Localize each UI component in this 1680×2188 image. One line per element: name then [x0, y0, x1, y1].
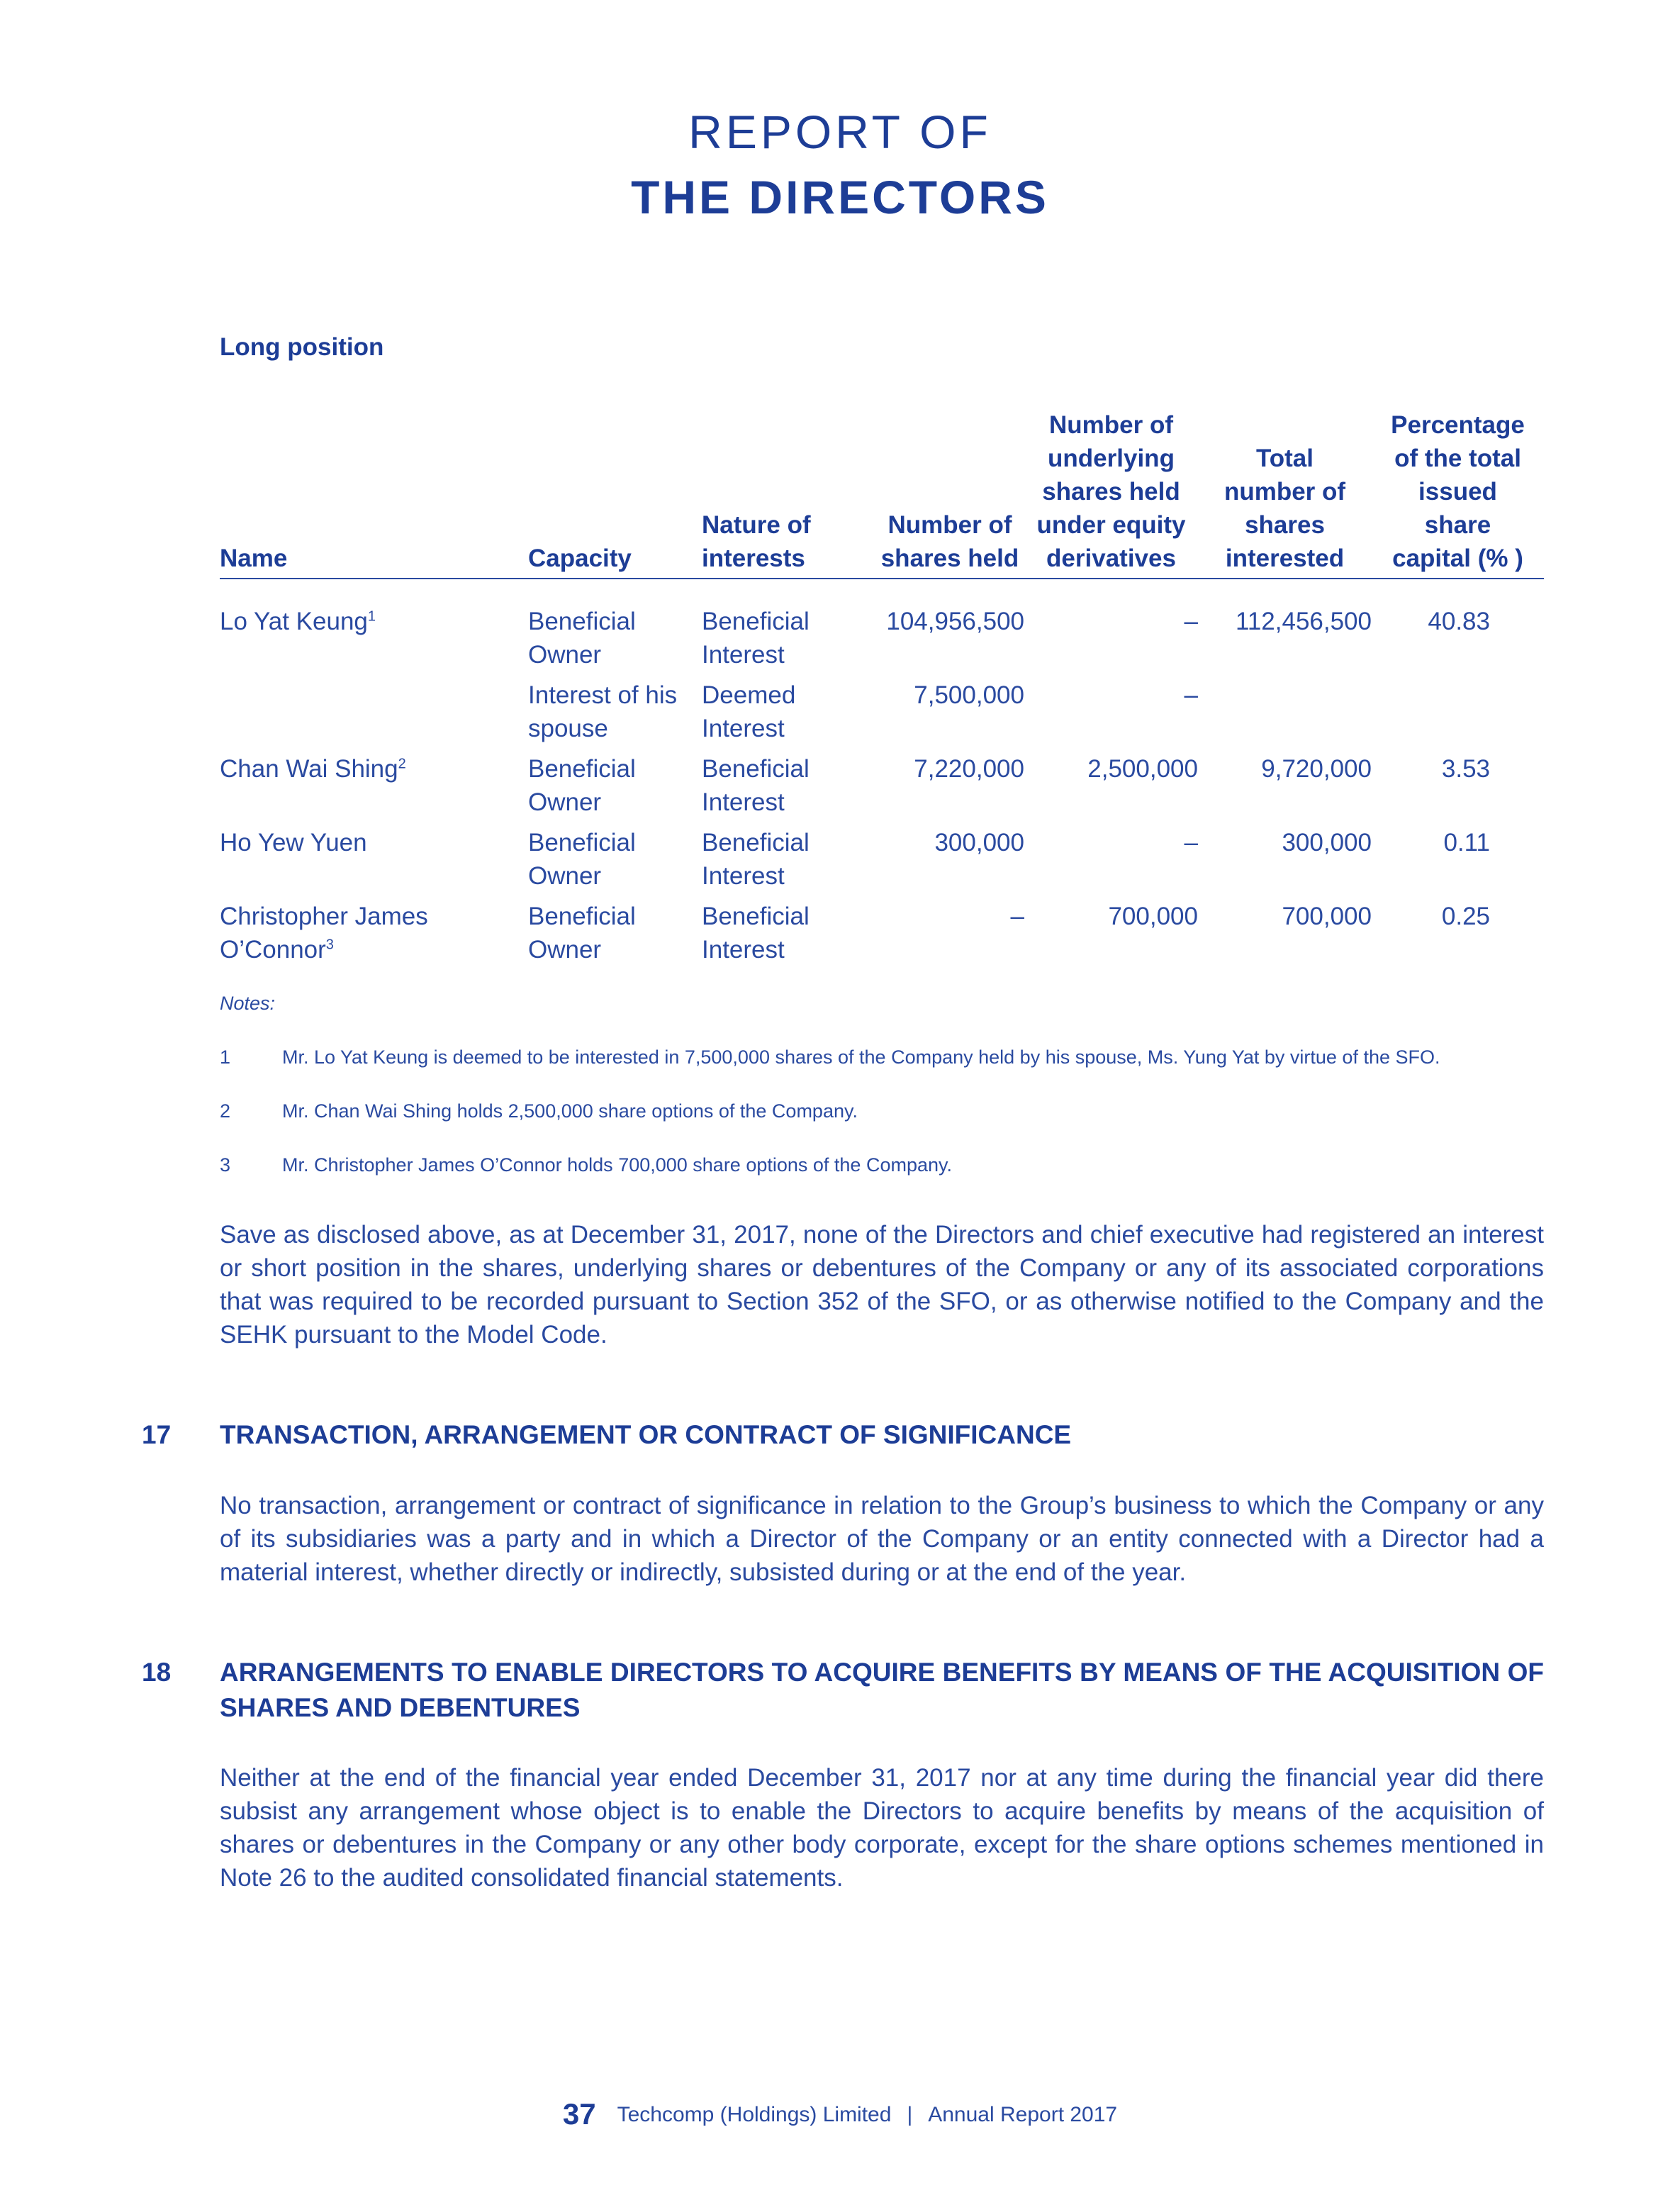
director-name: Chan Wai Shing$^2$ — [220, 755, 406, 783]
underlying-cell: – — [1184, 829, 1198, 856]
col-header-shares-held: Number of shares held — [875, 408, 1024, 579]
note-item — [220, 1154, 952, 1176]
page-footer — [0, 2097, 1680, 2131]
underlying-cell: 700,000 — [1108, 903, 1198, 930]
shares-held-cell: – — [1010, 903, 1024, 930]
percentage-cell: 40.83 — [1428, 608, 1490, 635]
long-position-heading: Long position — [220, 333, 384, 361]
col-header-total: Total number of shares interested — [1198, 408, 1372, 579]
note-item — [220, 1100, 858, 1122]
report-title-line1: REPORT OF — [688, 106, 992, 158]
notes-label: Notes: — [220, 993, 276, 1014]
capacity-cell: Beneficial Owner — [528, 755, 636, 816]
section-title-17: TRANSACTION, ARRANGEMENT OR CONTRACT OF SIGNIFICANCE — [220, 1420, 1072, 1449]
total-cell — [1198, 671, 1372, 745]
total-cell: 112,456,500 — [1235, 608, 1372, 635]
percentage-cell — [1372, 671, 1544, 745]
capacity-cell: Interest of his spouse — [528, 681, 678, 742]
col-header-nature: Nature of interests — [702, 408, 875, 579]
capacity-cell: Beneficial Owner — [528, 829, 636, 890]
table-row — [220, 819, 1544, 893]
note-item — [220, 1046, 1440, 1068]
director-name: Christopher James O’Connor$^3$ — [220, 903, 428, 964]
directors-interests-table — [220, 408, 1544, 966]
shares-held-cell: 7,220,000 — [914, 755, 1024, 783]
disclosure-paragraph: Save as disclosed above, as at December 31, 2017, none of the Directors and chief executive had registered an interest or short position in the shares, underlying shares or debentures of the Company or any of its associated corporations that was required to be recorded pursuant to Section 352 of the SFO, or as otherwise notified to the Company and the SEHK pursuant to the Model Code. — [220, 1221, 1544, 1349]
table-row — [220, 579, 1544, 671]
capacity-cell: Beneficial Owner — [528, 608, 636, 669]
section-title-18: ARRANGEMENTS TO ENABLE DIRECTORS TO ACQUIRE BENEFITS BY MEANS OF THE ACQUISITION OF SHARES AND DEBENTURES — [220, 1658, 1544, 1722]
section-number-18: 18 — [142, 1658, 172, 1687]
col-header-underlying: Number of underlying shares held under equity derivatives — [1024, 408, 1198, 579]
nature-cell: Beneficial Interest — [702, 755, 810, 816]
col-header-name: Name — [220, 408, 528, 579]
nature-cell: Beneficial Interest — [702, 608, 810, 669]
nature-cell: Beneficial Interest — [702, 829, 810, 890]
shares-held-cell: 104,956,500 — [886, 608, 1024, 635]
table-row — [220, 893, 1544, 966]
shares-held-cell: 300,000 — [934, 829, 1024, 856]
total-cell: 300,000 — [1282, 829, 1372, 856]
note-text: Mr. Chan Wai Shing holds 2,500,000 share options of the Company. — [282, 1100, 858, 1122]
footer-report: Annual Report 2017 — [928, 2103, 1118, 2126]
percentage-cell: 0.11 — [1443, 829, 1490, 856]
nature-cell: Beneficial Interest — [702, 903, 810, 964]
col-header-percentage: Percentage of the total issued share capital (% ) — [1372, 408, 1544, 579]
underlying-cell: – — [1184, 681, 1198, 709]
director-name: Ho Yew Yuen — [220, 829, 367, 856]
section-number-17: 17 — [142, 1420, 172, 1449]
nature-cell: Deemed Interest — [702, 681, 796, 742]
report-title-line2: THE DIRECTORS — [631, 171, 1049, 223]
section-body-18: Neither at the end of the financial year ended December 31, 2017 nor at any time during the financial year did there subsist any arrangement whose object is to enable the Directors to acquire benefits by means of the acquisition of shares or debentures in the Company or any other body corporate, except for the share options schemes mentioned in Note 26 to the audited consolidated financial statements. — [220, 1764, 1544, 1892]
director-name: Lo Yat Keung$^1$ — [220, 608, 376, 635]
percentage-cell: 3.53 — [1441, 755, 1490, 783]
capacity-cell: Beneficial Owner — [528, 903, 636, 964]
table-row — [220, 745, 1544, 819]
table-row — [220, 671, 1544, 745]
footer-separator: | — [907, 2103, 913, 2126]
underlying-cell: – — [1184, 608, 1198, 635]
note-text: Mr. Christopher James O’Connor holds 700,000 share options of the Company. — [282, 1154, 952, 1176]
director-name — [220, 671, 528, 745]
section-body-17: No transaction, arrangement or contract of significance in relation to the Group’s business to which the Company or any of its subsidiaries was a party and in which a Director of the Company or an entity connected with a Director had a material interest, whether directly or indirectly, subsisted during or at the end of the year. — [220, 1492, 1544, 1586]
note-text: Mr. Lo Yat Keung is deemed to be interested in 7,500,000 shares of the Company held by his spouse, Ms. Yung Yat by virtue of the SFO. — [282, 1046, 1440, 1068]
table-header-row — [220, 408, 1544, 579]
total-cell: 9,720,000 — [1261, 755, 1372, 783]
page-number: 37 — [562, 2097, 596, 2131]
footer-company: Techcomp (Holdings) Limited — [617, 2103, 892, 2126]
percentage-cell: 0.25 — [1441, 903, 1490, 930]
col-header-capacity: Capacity — [528, 408, 702, 579]
total-cell: 700,000 — [1282, 903, 1372, 930]
note-number: 3 — [220, 1154, 231, 1176]
underlying-cell: 2,500,000 — [1087, 755, 1198, 783]
shares-held-cell: 7,500,000 — [914, 681, 1024, 709]
note-number: 1 — [220, 1046, 231, 1068]
note-number: 2 — [220, 1100, 231, 1122]
